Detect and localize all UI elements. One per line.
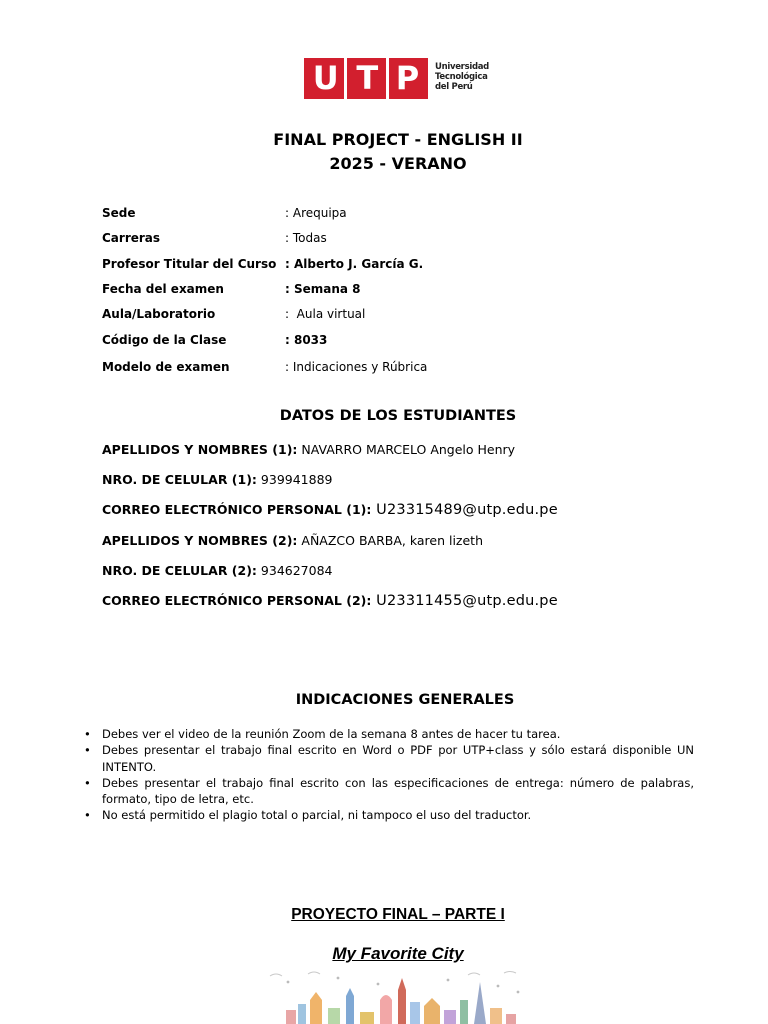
- student-value: 939941889: [256, 472, 333, 487]
- student-value: U23315489@utp.edu.pe: [371, 502, 558, 518]
- bullet-icon: •: [84, 775, 91, 790]
- info-value: : 8033: [285, 333, 328, 347]
- logo-separator: [344, 58, 347, 99]
- student-row: [102, 502, 558, 518]
- student-row: [102, 563, 333, 578]
- student-value: AÑAZCO BARBA, karen lizeth: [297, 533, 483, 548]
- list-item-text: Debes presentar el trabajo final escrito en Word o PDF por UTP+class y sólo estará disponible UN INTENTO.: [102, 743, 694, 774]
- info-label: Modelo de examen: [102, 360, 230, 374]
- bullet-icon: •: [84, 743, 91, 758]
- info-label: Aula/Laboratorio: [102, 307, 216, 321]
- utp-logo: [304, 58, 494, 100]
- info-label: Profesor Titular del Curso: [102, 257, 277, 271]
- info-value: : Indicaciones y Rúbrica: [285, 360, 428, 374]
- info-value: : Todas: [285, 231, 327, 245]
- list-item-text: Debes presentar el trabajo final escrito con las especificaciones de entrega: número de palabras, formato, tipo de letra, etc.: [102, 775, 694, 807]
- list-item: [84, 775, 694, 808]
- general-list: [84, 726, 694, 824]
- logo-line: Tecnológica: [435, 72, 488, 82]
- student-label: NRO. DE CELULAR (1):: [102, 472, 257, 487]
- list-item: [84, 742, 694, 775]
- logo-letter: P: [395, 59, 420, 97]
- student-label: CORREO ELECTRÓNICO PERSONAL (2):: [102, 593, 372, 608]
- logo-line: Universidad: [435, 62, 489, 72]
- students-section-title: DATOS DE LOS ESTUDIANTES: [279, 408, 517, 424]
- student-row: [102, 472, 333, 487]
- city-skyline-icon: [268, 970, 526, 1024]
- info-label: Fecha del examen: [102, 282, 224, 296]
- student-row: [102, 593, 558, 609]
- student-label: NRO. DE CELULAR (2):: [102, 563, 257, 578]
- list-item: [84, 726, 694, 742]
- general-section-title: INDICACIONES GENERALES: [295, 692, 515, 708]
- bullet-icon: •: [84, 808, 91, 823]
- list-item-text: Debes ver el video de la reunión Zoom de la semana 8 antes de hacer tu tarea.: [102, 727, 561, 741]
- info-value: : Alberto J. García G.: [285, 257, 424, 271]
- student-value: 934627084: [256, 563, 333, 578]
- logo-letter: U: [312, 59, 339, 97]
- info-value: : Arequipa: [285, 206, 347, 220]
- logo-letters: [304, 58, 428, 99]
- logo-line: del Perú: [435, 82, 473, 92]
- student-label: APELLIDOS Y NOMBRES (1):: [102, 442, 298, 457]
- student-value: NAVARRO MARCELO Angelo Henry: [297, 442, 516, 457]
- student-row: [102, 442, 515, 457]
- info-label: Código de la Clase: [102, 333, 227, 347]
- list-item: [84, 807, 694, 823]
- student-value: U23311455@utp.edu.pe: [371, 593, 558, 609]
- student-label: APELLIDOS Y NOMBRES (2):: [102, 533, 298, 548]
- bullet-icon: •: [84, 727, 91, 741]
- list-item-text: No está permitido el plagio total o parcial, ni tampoco el uso del traductor.: [102, 808, 532, 823]
- document-subtitle: 2025 - VERANO: [329, 154, 467, 173]
- info-value: : Aula virtual: [285, 307, 366, 321]
- project-title: PROYECTO FINAL – PARTE I: [291, 906, 505, 923]
- logo-letter: T: [356, 59, 379, 97]
- project-subtitle: My Favorite City: [332, 944, 464, 963]
- info-value: : Semana 8: [285, 282, 361, 296]
- info-label: Carreras: [102, 231, 161, 245]
- logo-university-name: [435, 62, 489, 92]
- info-label: Sede: [102, 206, 136, 220]
- student-label: CORREO ELECTRÓNICO PERSONAL (1):: [102, 502, 372, 517]
- student-row: [102, 533, 483, 548]
- document-title: FINAL PROJECT - ENGLISH II: [273, 130, 523, 149]
- logo-separator: [386, 58, 389, 99]
